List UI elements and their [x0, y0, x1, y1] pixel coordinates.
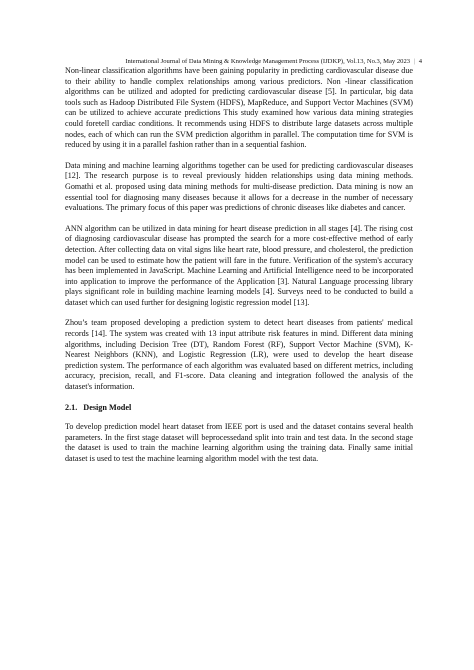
- paragraph-nonlinear-classification: Non-linear classification algorithms have been gaining popularity in predicting cardiovascular disease due to their ability to handle complex relationships among various predictors. Non -linear classification algorithms can be utilized and adopted for predicting cardiovascular disease [5]. In particular, big data tools such as Hadoop Distributed File System (HDFS), MapReduce, and Support Vector Machines (SVM) can be utilized to achieve accurate predictions This study examined how various data mining strategies could foretell cardiac conditions. It recommends using HDFS to distribute large datasets across multiple nodes, each of which can run the SVM prediction algorithm in parallel. The computation time for SVM is reduced by using it in a parallel fashion rather than in a sequential fashion.: [65, 66, 413, 150]
- header-separator: |: [413, 58, 416, 65]
- journal-title: International Journal of Data Mining & Knowledge Management Process (IJDKP), Vol.13, No.3, May 2023: [125, 58, 411, 65]
- page-number: 4: [418, 58, 422, 65]
- paragraph-zhou-team: Zhou’s team proposed developing a prediction system to detect heart diseases from patients' medical records [14]. The system was created with 13 input attribute risk features in mind. Different data mining algorithms, including Decision Tree (DT), Random Forest (RF), Support Vector Machine (SVM), K-Nearest Neighbors (KNN), and Logistic Regression (LR), were used to develop the heart disease prediction system. The performance of each algorithm was evaluated based on different metrics, including accuracy, precision, recall, and F1-score. Data cleaning and integration followed the analysis of the dataset's information.: [65, 318, 413, 392]
- paragraph-design-model: To develop prediction model heart dataset from IEEE port is used and the dataset contains several health parameters. In the first stage dataset will beprocessedand split into train and test data. In the second stage the dataset is used to train the machine learning algorithm using the training data. Finally same initial dataset is used to test the machine learning algorithm model with the test data.: [65, 422, 413, 463]
- body-text: [65, 66, 413, 465]
- section-number: 2.1.: [65, 402, 78, 412]
- running-header: [84, 57, 422, 66]
- section-heading: [65, 403, 413, 414]
- paragraph-data-mining-ml: Data mining and machine learning algorithms together can be used for predicting cardiovascular diseases [12]. The research purpose is to reveal previously hidden relationships using data mining methods. Gomathi et al. proposed using data mining methods for multi-disease prediction. Data mining is now an essential tool for diagnosing many diseases because it allows for a decrease in the number of necessary evaluations. The primary focus of this paper was predictions of chronic diseases like diabetes and cancer.: [65, 160, 413, 213]
- paragraph-ann-algorithm: ANN algorithm can be utilized in data mining for heart disease prediction in all stages [4]. The rising cost of diagnosing cardiovascular disease has prompted the search for a more cost-effective method of early detection. After collecting data on vital signs like heart rate, blood pressure, and cholesterol, the prediction model can be used to estimate how the patient will fare in the future. Verification of the system's accuracy has been implemented in JavaScript. Machine Learning and Artificial Intelligence need to be incorporated into application to improve the performance of the Application [3]. Natural Language processing library plays significant role in building machine learning models [4]. Surveys need to be conducted to build a dataset which can used further for designing logistic regression model [13].: [65, 223, 413, 307]
- section-title: Design Model: [83, 402, 132, 412]
